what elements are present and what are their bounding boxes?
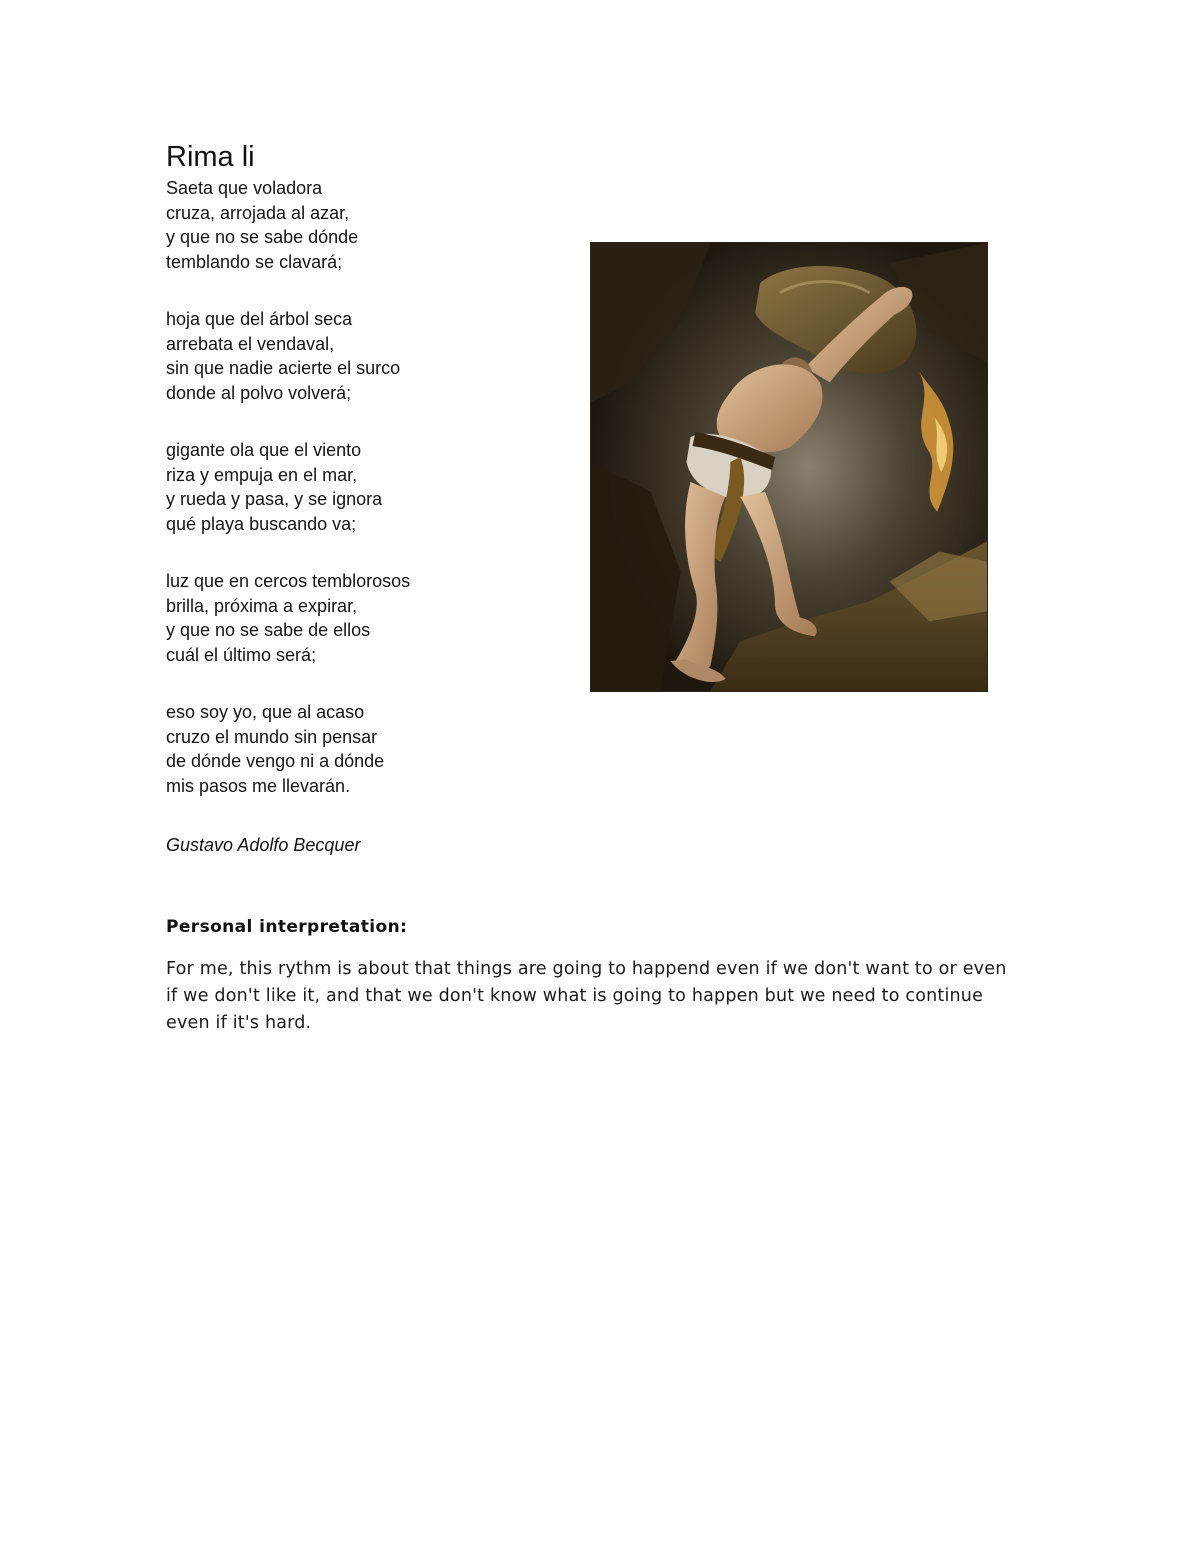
poem-line: luz que en cercos temblorosos [166,571,411,591]
poem-line: hoja que del árbol seca [166,309,353,329]
poem-stanza [166,700,566,798]
poem-stanza [166,569,566,667]
poem-line: arrebata el vendaval, [166,333,335,354]
poem-body [166,176,566,798]
poem-line: cruza, arrojada al azar, [166,202,350,223]
poem-stanza [166,307,566,405]
painting-illustration [591,243,987,691]
poem-line: gigante ola que el viento [166,440,362,460]
poem-line: brilla, próxima a expirar, [166,595,358,616]
poem-line: qué playa buscando va; [166,513,357,534]
interpretation-heading: Personal interpretation: [166,917,408,937]
poem-author: Gustavo Adolfo Becquer [166,835,361,855]
poem-line: riza y empuja en el mar, [166,464,358,485]
poem-stanza [166,176,566,274]
poem-line: Saeta que voladora [166,178,323,198]
poem-line: de dónde vengo ni a dónde [166,751,385,771]
poem-line: y que no se sabe de ellos [166,620,371,640]
sisyphus-painting-image [590,242,988,692]
poem-line: y rueda y pasa, y se ignora [166,489,383,509]
poem-line: y que no se sabe dónde [166,227,359,247]
poem-line: mis pasos me llevarán. [166,775,351,796]
poem-title: Rima li [166,141,255,173]
poem-line: sin que nadie acierte el surco [166,358,401,378]
poem-line: donde al polvo volverá; [166,382,352,403]
poem-stanza [166,438,566,536]
poem-line: eso soy yo, que al acaso [166,702,365,722]
poem-line: temblando se clavará; [166,251,343,272]
poem-line: cruzo el mundo sin pensar [166,726,378,747]
interpretation-text: For me, this rythm is about that things are going to happend even if we don't want to or even if we don't like it, and that we don't know what is going to happen but we need to continue even if it's hard. [166,959,1007,1033]
poem-line: cuál el último será; [166,644,317,665]
